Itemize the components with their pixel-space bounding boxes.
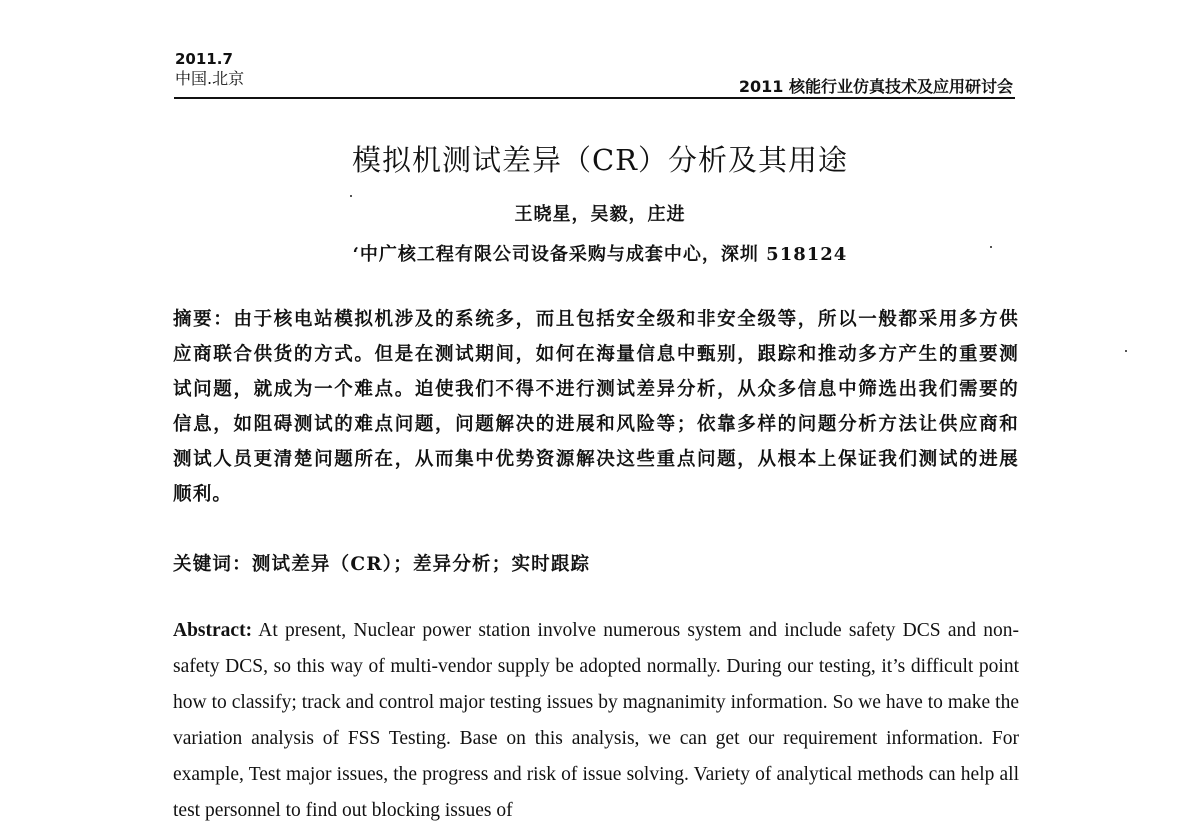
keywords [173, 550, 590, 576]
paper-title: 模拟机测试差异（CR）分析及其用途 [351, 143, 849, 177]
chinese-abstract [173, 302, 1019, 512]
scan-speck [350, 195, 352, 197]
header-location: 中国.北京 [175, 69, 245, 88]
keywords-text: 测试差异（CR）；差异分析；实时跟踪 [251, 554, 591, 575]
header-date: 2011.7 [175, 50, 233, 68]
english-abstract [173, 613, 1019, 829]
paper-authors: 王晓星，吴毅，庄进 [514, 204, 686, 225]
chinese-abstract-text: 由于核电站模拟机涉及的系统多，而且包括安全级和非安全级等，所以一般都采用多方供应商联合供货的方式。但是在测试期间，如何在海量信息中甄别，跟踪和推动多方产生的重要测试问题，就成为一个难点。迫使我们不得不进行测试差异分析，从众多信息中筛选出我们需要的信息，如阻碍测试的难点问题，问题解决的进展和风险等；依靠多样的问题分析方法让供应商和测试人员更清楚问题所在，从而集中优势资源解决这些重点问题，从根本上保证我们测试的进展顺利。 [173, 309, 1019, 505]
header-rule [174, 97, 1015, 99]
english-abstract-label: Abstract: [173, 620, 253, 641]
header-date-location [175, 50, 244, 88]
english-abstract-text: At present, Nuclear power station involve numerous system and include safety DCS and non-safety DCS, so this way of multi-vendor supply be adopted normally. During our testing, it’s difficult point how to classify; track and control major testing issues by magnanimity information. So we have to make the variation analysis of FSS Testing. Base on this analysis, we can get our requirement information. For example, Test major issues, the progress and risk of issue solving. Variety of analytical methods can help all test personnel to find out blocking issues of [173, 620, 1019, 821]
header-conference: 2011 核能行业仿真技术及应用研讨会 [738, 77, 1013, 96]
scan-speck [1125, 350, 1127, 352]
keywords-label: 关键词： [173, 554, 252, 575]
scan-speck [990, 246, 992, 248]
chinese-abstract-label: 摘要： [173, 309, 234, 330]
paper-affiliation: ‘中广核工程有限公司设备采购与成套中心，深圳 518124 [352, 244, 848, 265]
